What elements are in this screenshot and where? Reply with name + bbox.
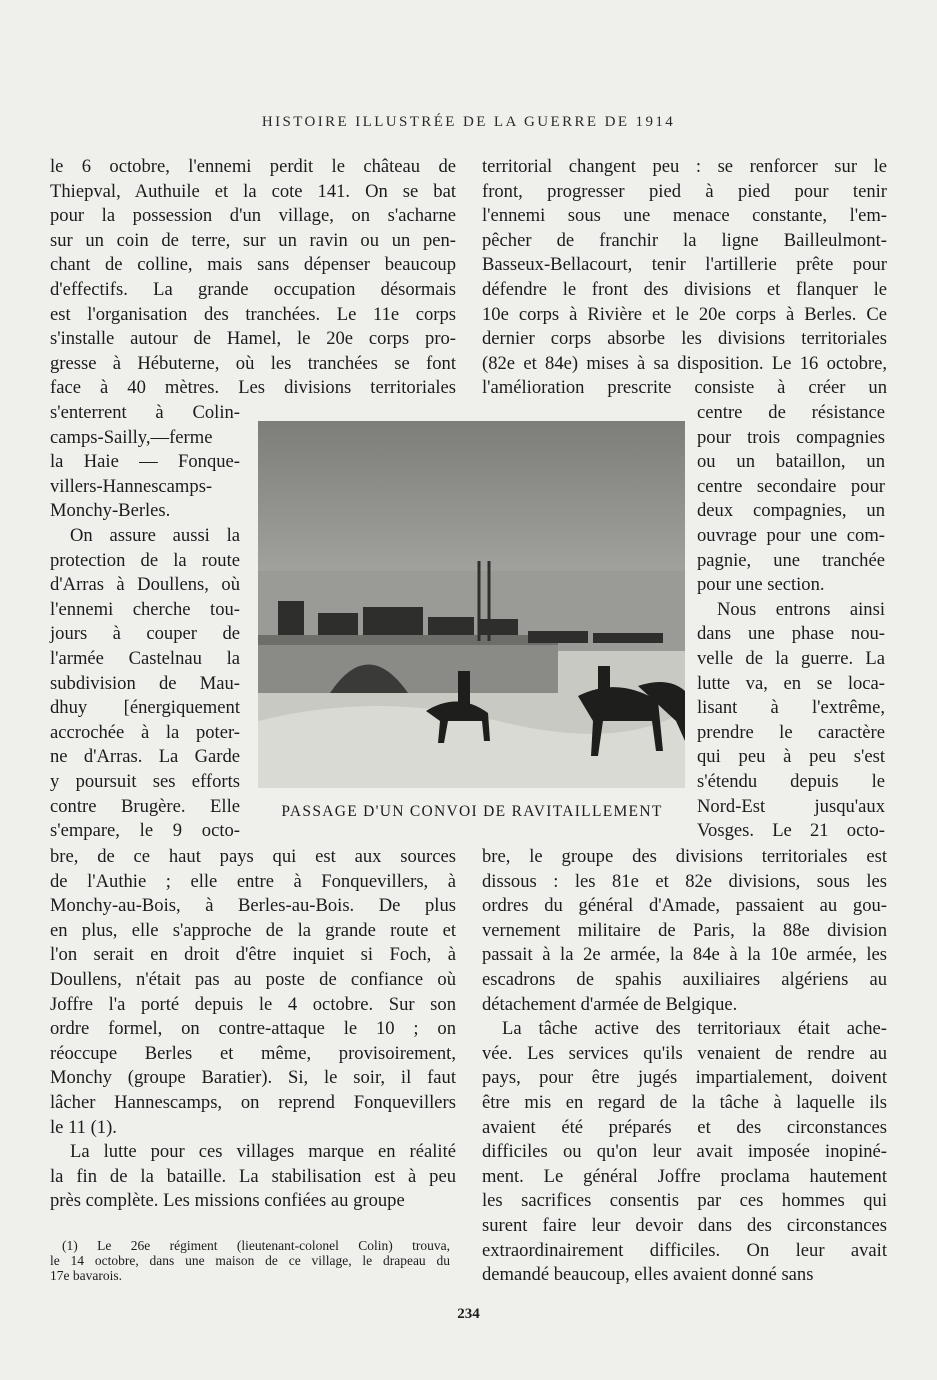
right-bottom-line: les sacrifices consentis par ces hommes qui [482, 1190, 887, 1212]
left-narrow-line: accrochée à la poter- [50, 721, 240, 743]
left-narrow-line: l'armée Castelnau la [50, 648, 240, 669]
left-narrow-line: ne d'Arras. La Garde [50, 746, 240, 768]
right-narrow-line: pour trois compagnies [697, 426, 885, 448]
right-bottom-line: ment. Le général Joffre proclama hautement [482, 1165, 887, 1187]
right-bottom-line: bre, le groupe des divisions territoriales est [482, 846, 887, 867]
right-narrow-line: s'étendu depuis le [697, 771, 885, 792]
right-narrow-line: centre secondaire pour [697, 475, 885, 497]
left-narrow-line: la Haie — Fonque- [50, 451, 240, 473]
right-bottom-line: passait à la 2e armée, la 84e à la 10e armée, les [482, 944, 887, 966]
right-bottom-line: escadrons de spahis auxiliaires algériens au [482, 969, 887, 990]
left-narrow-line: s'empare, le 9 octo- [50, 820, 240, 842]
right-bottom-line: vernement militaire de Paris, la 88e division [482, 919, 887, 941]
left-top-line: d'effectifs. La grande occupation désormais [50, 279, 456, 300]
right-narrow-line: pagnie, une tranchée [697, 549, 885, 571]
left-narrow-line: camps-Sailly,—ferme [50, 426, 213, 448]
right-bottom-line: La tâche active des territoriaux était ache- [502, 1018, 887, 1040]
right-bottom-line: vée. Les services qu'ils venaient de rendre au [482, 1042, 887, 1064]
right-bottom-line: avaient été préparés et des circonstances [482, 1116, 887, 1138]
left-bottom-line: bre, de ce haut pays qui est aux sources [50, 846, 456, 867]
left-bottom-line: ordre formel, on contre-attaque le 10 ; on [50, 1018, 456, 1040]
right-narrow-line: lutte va, en se loca- [697, 672, 885, 694]
footnote-line: 17e bavarois. [50, 1268, 122, 1283]
running-header: HISTOIRE ILLUSTRÉE DE LA GUERRE DE 1914 [261, 114, 676, 130]
left-bottom-line: réoccupe Berles et même, provisoirement, [50, 1042, 456, 1064]
right-bottom-line: difficiles ou qu'on leur avait imposée inopiné- [482, 1141, 887, 1163]
left-narrow-line: On assure aussi la [70, 525, 240, 546]
right-bottom-line: détachement d'armée de Belgique. [482, 993, 738, 1015]
left-bottom-line: La lutte pour ces villages marque en réalité [70, 1141, 456, 1163]
left-bottom-line: le 11 (1). [50, 1116, 117, 1138]
right-bottom-line: dissous : les 81e et 82e divisions, sous les [482, 870, 887, 892]
right-narrow-line: ouvrage pour une com- [697, 525, 885, 546]
right-top-line: (82e et 84e) mises à sa disposition. Le 16 octobre, [482, 352, 887, 374]
right-narrow-line: Nous entrons ainsi [717, 598, 885, 620]
left-bottom-line: la fin de la bataille. La stabilisation est à peu [50, 1165, 456, 1187]
right-narrow-line: ou un bataillon, un [697, 451, 885, 473]
right-top-line: territorial changent peu : se renforcer sur le [482, 156, 887, 177]
left-top-line: pour la possession d'un village, on s'acharne [50, 205, 456, 227]
right-top-line: Basseux-Bellacourt, tenir l'artillerie prête pour [482, 254, 887, 276]
left-bottom-line: Joffre l'a porté depuis le 4 octobre. Sur son [50, 993, 456, 1015]
left-narrow-line: subdivision de Mau- [50, 672, 240, 694]
left-top-line: Thiepval, Authuile et la cote 141. On se bat [50, 180, 456, 202]
left-bottom-line: Monchy (groupe Baratier). Si, le soir, il faut [50, 1067, 456, 1089]
left-narrow-line: protection de la route [50, 549, 240, 571]
left-bottom-line: en plus, elle s'approche de la grande route et [50, 919, 456, 941]
right-narrow-line: Nord-Est jusqu'aux [697, 795, 885, 817]
right-bottom-line: pays, pour être jugés impartialement, doivent [482, 1067, 887, 1089]
left-narrow-line: y poursuit ses efforts [50, 771, 240, 792]
left-top-line: est l'organisation des tranchées. Le 11e corps [50, 303, 456, 325]
right-bottom-line: surent faire leur devoir dans des circonstances [482, 1215, 887, 1236]
left-top-line: sur un coin de terre, sur un ravin ou un pen- [50, 229, 456, 251]
left-bottom-line: Doullens, n'était pas au poste de confiance où [50, 969, 456, 990]
right-top-line: 10e corps à Rivière et le 20e corps à Berles. Ce [482, 303, 887, 325]
right-bottom-line: extraordinairement difficiles. On leur avait [482, 1239, 887, 1261]
left-narrow-line: contre Brugère. Elle [50, 795, 240, 817]
right-narrow-line: dans une phase nou- [697, 623, 885, 645]
left-top-line: le 6 octobre, l'ennemi perdit le château de [50, 156, 456, 177]
right-narrow-line: Vosges. Le 21 octo- [697, 820, 885, 842]
left-top-line: gresse à Hébuterne, où les tranchées se font [50, 352, 456, 374]
left-top-line: chant de colline, mais sans dépenser beaucoup [50, 254, 456, 276]
right-top-line: l'amélioration prescrite consiste à créer un [482, 377, 887, 399]
right-narrow-line: deux compagnies, un [697, 500, 885, 522]
left-narrow-line: l'ennemi cherche tou- [50, 598, 240, 620]
right-narrow-line: lisant à l'extrême, [697, 697, 885, 719]
left-bottom-line: près complète. Les missions confiées au groupe [50, 1190, 405, 1212]
right-top-line: pêcher de franchir la ligne Bailleulmont- [482, 229, 887, 251]
right-bottom-line: ordres du général d'Amade, passaient au gou- [482, 895, 887, 917]
right-narrow-line: pour une section. [697, 574, 825, 596]
left-bottom-line: Monchy-au-Bois, à Berles-au-Bois. De plus [50, 895, 456, 917]
photo-illustration [258, 421, 685, 788]
left-top-line: face à 40 mètres. Les divisions territoriales [50, 377, 456, 399]
left-narrow-line: dhuy [énergiquement [50, 697, 240, 719]
left-narrow-line: jours à couper de [50, 623, 240, 645]
right-top-line: l'ennemi sous une menace constante, l'em- [482, 205, 887, 227]
left-top-line: s'installe autour de Hamel, le 20e corps pro- [50, 328, 456, 350]
right-narrow-line: velle de la guerre. La [697, 648, 885, 669]
left-bottom-line: l'on serait en droit d'être inquiet si Foch, à [50, 944, 456, 966]
left-narrow-line: villers-Hannescamps- [50, 475, 213, 497]
right-top-line: défendre le front des divisions et flanquer le [482, 279, 887, 300]
left-bottom-line: lâcher Hannescamps, on reprend Fonquevillers [50, 1092, 456, 1113]
right-bottom-line: demandé beaucoup, elles avaient donné sans [482, 1264, 814, 1286]
right-narrow-line: centre de résistance [697, 402, 885, 423]
photo-caption: PASSAGE D'UN CONVOI DE RAVITAILLEMENT [281, 803, 663, 820]
left-narrow-line: Monchy-Berles. [50, 500, 171, 522]
footnote-line: (1) Le 26e régiment (lieutenant-colonel Colin) trouva, [62, 1238, 450, 1253]
page-number: 234 [457, 1306, 480, 1322]
left-narrow-line: s'enterrent à Colin- [50, 402, 240, 423]
left-bottom-line: de l'Authie ; elle entre à Fonquevillers, à [50, 870, 456, 892]
right-top-line: dernier corps absorbe les divisions territoriales [482, 328, 887, 350]
footnote-line: le 14 octobre, dans une maison de ce village, le drapeau du [50, 1253, 450, 1268]
convoy-photograph [258, 421, 685, 788]
left-narrow-line: d'Arras à Doullens, où [50, 574, 240, 596]
right-bottom-line: être mis en regard de la tâche à laquelle ils [482, 1092, 887, 1113]
right-top-line: front, progresser pied à pied pour tenir [482, 180, 887, 202]
right-narrow-line: prendre le caractère [697, 721, 885, 743]
right-narrow-line: qui peu à peu s'est [697, 746, 885, 768]
